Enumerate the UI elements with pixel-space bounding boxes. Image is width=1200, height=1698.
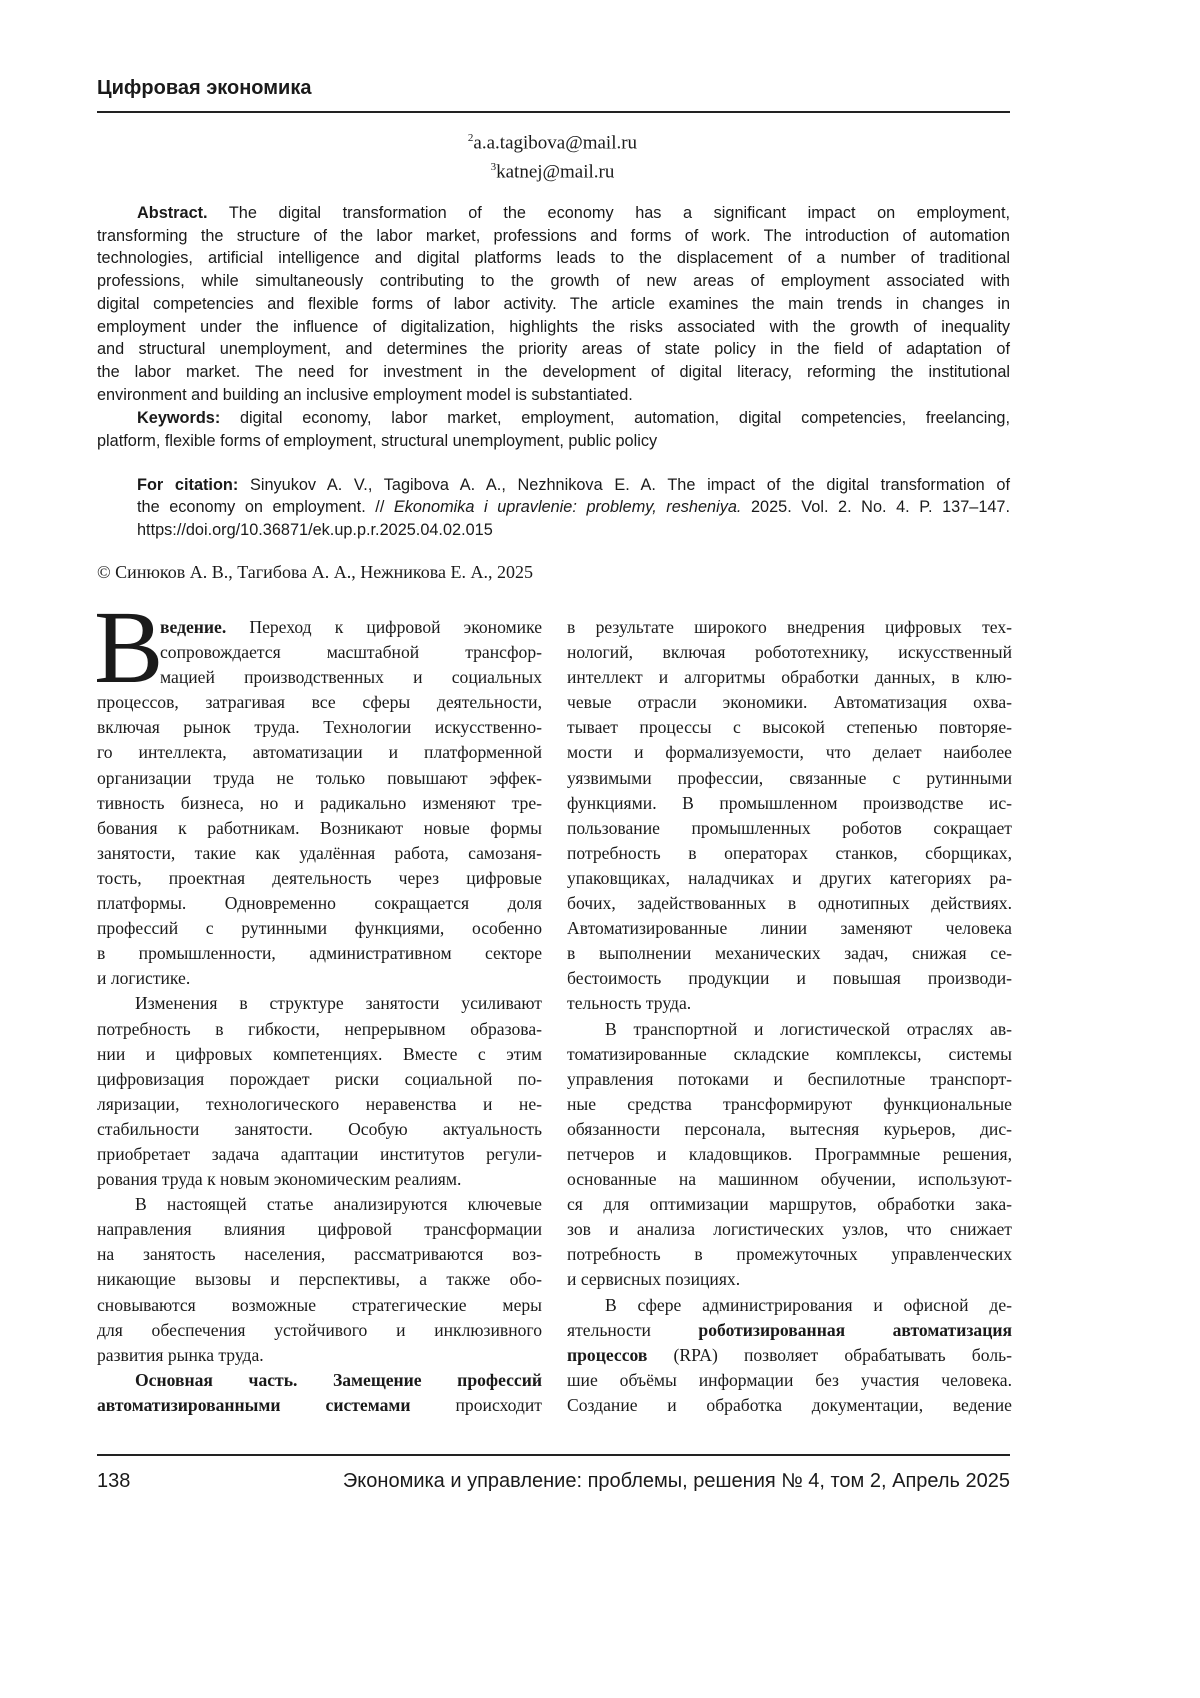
text-line [97,225,1010,248]
text-span: стабильности занятости. Особую актуальность [97,1119,542,1139]
text-line [567,966,1012,991]
text-span: ся для оптимизации маршрутов, обработки зака- [567,1194,1012,1214]
text-span: направления влияния цифровой трансформации [97,1219,542,1239]
text-line [567,715,1012,740]
text-line [97,1142,542,1167]
text-span: тивность бизнеса, но и радикально изменяют тре- [97,793,542,813]
text-line [97,1042,542,1067]
keywords [97,407,1010,452]
text-line [567,740,1012,765]
copyright: © Синюков А. В., Тагибова А. А., Нежникова Е. А., 2025 [97,562,533,583]
text-span: нии и цифровых компетенциях. Вместе с этим [97,1044,542,1064]
text-span: environment and building an inclusive employment model is substantiated. [97,386,633,404]
text-span: шие объёмы информации без участия человека. [567,1370,1012,1390]
text-line [567,766,1012,791]
text-span: приобретает задача адаптации институтов регули- [97,1144,542,1164]
author-emails [0,126,1105,185]
text-line [97,1167,542,1192]
affiliation-mark: 2 [468,132,474,144]
text-span: функциями. В промышленном производстве ис- [567,793,1012,813]
text-line [567,1042,1012,1067]
text-line [97,1368,542,1393]
text-line [137,496,1010,518]
text-line [567,1318,1012,1343]
section-title: Цифровая экономика [97,77,311,100]
journal-info: Экономика и управление: проблемы, решения № 4, том 2, Апрель 2025 [343,1470,1010,1493]
text-span: упаковщиках, наладчиках и других категориях ра- [567,868,1012,888]
text-span: управления потоками и беспилотные транспорт- [567,1069,1012,1089]
text-line [137,474,1010,496]
text-span: https://doi.org/10.36871/ek.up.p.r.2025.04.02.015 [137,521,493,539]
text-line [97,202,1010,225]
text-span: и сервисных позициях. [567,1269,740,1289]
text-span: уязвимыми профессии, связанные с рутинными [567,768,1012,788]
text-span: technologies, artificial intelligence and digital platforms leads to the displacement of a number of traditional [97,249,1010,267]
text-span: сопровождается масштабной трансфор- [160,642,542,662]
text-line [567,1017,1012,1042]
text-span: зов и анализа логистических узлов, что снижает [567,1219,1012,1239]
text-span: занятости, такие как удалённая работа, самозаня- [97,843,542,863]
text-line [567,1142,1012,1167]
email-line [0,155,1105,184]
text-line [97,916,542,941]
text-span: бестоимость продукции и повышая производи- [567,968,1012,988]
text-span: профессий с рутинными функциями, особенно [97,918,542,938]
text-span: сновываются возможные стратегические меры [97,1295,542,1315]
text-line [567,1067,1012,1092]
text-line [97,407,1010,430]
page-number: 138 [97,1470,130,1493]
bold-text: роботизированная автоматизация [698,1320,1012,1340]
text-line [97,1217,542,1242]
text-line [567,916,1012,941]
text-span: включая рынок труда. Технологии искусственно- [97,717,542,737]
text-line [97,1192,542,1217]
text-span: Переход к цифровой экономике [226,617,542,637]
text-line [97,891,542,916]
text-span: на занятость населения, рассматриваются воз- [97,1244,542,1264]
text-line [97,1293,542,1318]
text-line [567,941,1012,966]
bold-text: автоматизированными системами [97,1395,411,1415]
bold-text: Основная часть. Замещение профессий [135,1370,542,1390]
text-span: тельность труда. [567,993,691,1013]
text-span: организации труда не только повышают эффек- [97,768,542,788]
text-line [97,640,542,665]
text-line [567,1267,1012,1292]
header-divider [97,111,1010,113]
text-span: digital economy, labor market, employment, automation, digital competencies, freelancing, [220,409,1010,427]
text-line [97,816,542,841]
text-line [567,690,1012,715]
text-line [567,866,1012,891]
text-line [97,1343,542,1368]
text-span: го интеллекта, автоматизации и платформенной [97,742,542,762]
text-span: Изменения в структуре занятости усиливают [135,993,542,1013]
bold-text: ведение. [160,617,226,637]
text-span: томатизированные складские комплексы, системы [567,1044,1012,1064]
text-span: тость, проектная деятельность через цифровые [97,868,542,888]
text-line [97,270,1010,293]
text-line [97,690,542,715]
text-span: нологий, включая робототехнику, искусственный [567,642,1012,662]
bold-text: For citation: [137,476,238,494]
text-line [97,841,542,866]
body-column-left [97,615,542,1418]
text-span: the economy on employment. // [137,498,394,516]
text-line [97,791,542,816]
text-span: тывает процессы с высокой степенью повторяе- [567,717,1012,737]
text-span: развития рынка труда. [97,1345,264,1365]
bold-text: Keywords: [137,409,220,427]
text-span: digital competencies and flexible forms of labor activity. The article examines the main trends in changes in [97,295,1010,313]
text-line [567,991,1012,1016]
text-line [567,1167,1012,1192]
text-line [137,519,1010,541]
email-text: katnej@mail.ru [496,162,614,183]
affiliation-mark: 3 [491,161,497,173]
text-span: и логистике. [97,968,190,988]
text-line [97,615,542,640]
text-span: никающие вызовы и перспективы, а также обо- [97,1269,542,1289]
text-span: ляризации, технологического неравенства и не- [97,1094,542,1114]
text-line [567,791,1012,816]
text-span: the labor market. The need for investment in the development of digital literacy, reforming the institutional [97,363,1010,381]
text-span: чевые отрасли экономики. Автоматизация охва- [567,692,1012,712]
text-span: бочих, задействованных в однотипных действиях. [567,893,1012,913]
text-line [97,1242,542,1267]
text-span: потребность в промежуточных управленческих [567,1244,1012,1264]
text-line [567,1393,1012,1418]
bold-text: Abstract. [137,204,208,222]
text-span: The digital transformation of the economy has a significant impact on employment, [208,204,1010,222]
email-text: a.a.tagibova@mail.ru [473,132,637,153]
text-line [97,1393,542,1418]
text-span: потребность в гибкости, непрерывном образова- [97,1019,542,1039]
text-line [97,941,542,966]
text-line [567,1217,1012,1242]
text-line [97,1267,542,1292]
text-line [97,430,1010,453]
text-span: пользование промышленных роботов сокращает [567,818,1012,838]
text-span: потребность в операторах станков, сборщиках, [567,843,1012,863]
text-line [97,1017,542,1042]
text-line [97,316,1010,339]
text-line [97,766,542,791]
text-line [567,1242,1012,1267]
text-span: (RPA) позволяет обрабатывать боль- [647,1345,1012,1365]
text-line [97,665,542,690]
text-span: ные средства трансформируют функциональные [567,1094,1012,1114]
text-line [567,615,1012,640]
text-line [97,966,542,991]
text-span: 2025. Vol. 2. No. 4. P. 137–147. [741,498,1010,516]
text-span: transforming the structure of the labor market, professions and forms of work. The introduction of automation [97,227,1010,245]
text-line [567,891,1012,916]
text-line [567,640,1012,665]
drop-cap: В [94,596,163,700]
text-line [567,1368,1012,1393]
text-line [567,816,1012,841]
text-span: professions, while simultaneously contributing to the growth of new areas of employment associated with [97,272,1010,290]
text-span: В транспортной и логистической отраслях ав- [605,1019,1012,1039]
italic-text: Ekonomika i upravlenie: problemy, resheniya. [394,498,742,516]
text-line [97,1092,542,1117]
text-line [97,1318,542,1343]
text-span: процессов, затрагивая все сферы деятельности, [97,692,542,712]
email-line [0,126,1105,155]
bold-text: процессов [567,1345,647,1365]
text-span: в выполнении механических задач, снижая се- [567,943,1012,963]
text-span: Создание и обработка документации, ведение [567,1395,1012,1415]
abstract [97,202,1010,406]
text-span: platform, flexible forms of employment, structural unemployment, public policy [97,432,657,450]
text-span: employment under the influence of digitalization, highlights the risks associated with the growth of inequality [97,318,1010,336]
text-line [567,841,1012,866]
text-line [567,665,1012,690]
text-span: происходит [411,1395,543,1415]
text-span: мацией производственных и социальных [160,667,542,687]
text-line [97,1117,542,1142]
text-span: в промышленности, административном секторе [97,943,542,963]
text-line [97,247,1010,270]
text-line [567,1192,1012,1217]
text-line [97,866,542,891]
text-span: and structural unemployment, and determines the priority areas of state policy in the field of adaptation of [97,340,1010,358]
text-span: в результате широкого внедрения цифровых тех- [567,617,1012,637]
text-span: петчеров и кладовщиков. Программные решения, [567,1144,1012,1164]
text-span: ятельности [567,1320,698,1340]
footer-divider [97,1454,1010,1456]
text-span: бования к работникам. Возникают новые формы [97,818,542,838]
text-span: платформы. Одновременно сокращается доля [97,893,542,913]
text-line [567,1343,1012,1368]
text-line [97,991,542,1016]
text-span: В настоящей статье анализируются ключевые [135,1194,542,1214]
citation [137,474,1010,541]
text-span: Автоматизированные линии заменяют человека [567,918,1012,938]
text-line [97,361,1010,384]
text-span: цифровизация порождает риски социальной по- [97,1069,542,1089]
text-line [97,1067,542,1092]
text-span: обязанности персонала, вытесняя курьеров, дис- [567,1119,1012,1139]
text-line [567,1117,1012,1142]
text-line [97,740,542,765]
text-span: Sinyukov A. V., Tagibova A. A., Nezhnikova E. A. The impact of the digital transformation of [238,476,1010,494]
text-span: основанные на машинном обучении, используют- [567,1169,1012,1189]
text-line [97,338,1010,361]
text-line [567,1092,1012,1117]
text-span: мости и формализуемости, что делает наиболее [567,742,1012,762]
text-line [97,384,1010,407]
text-line [97,715,542,740]
text-span: В сфере администрирования и офисной де- [605,1295,1012,1315]
text-span: для обеспечения устойчивого и инклюзивного [97,1320,542,1340]
body-column-right [567,615,1012,1418]
text-line [567,1293,1012,1318]
text-line [97,293,1010,316]
text-span: рования труда к новым экономическим реалиям. [97,1169,461,1189]
text-span: интеллект и алгоритмы обработки данных, в клю- [567,667,1012,687]
